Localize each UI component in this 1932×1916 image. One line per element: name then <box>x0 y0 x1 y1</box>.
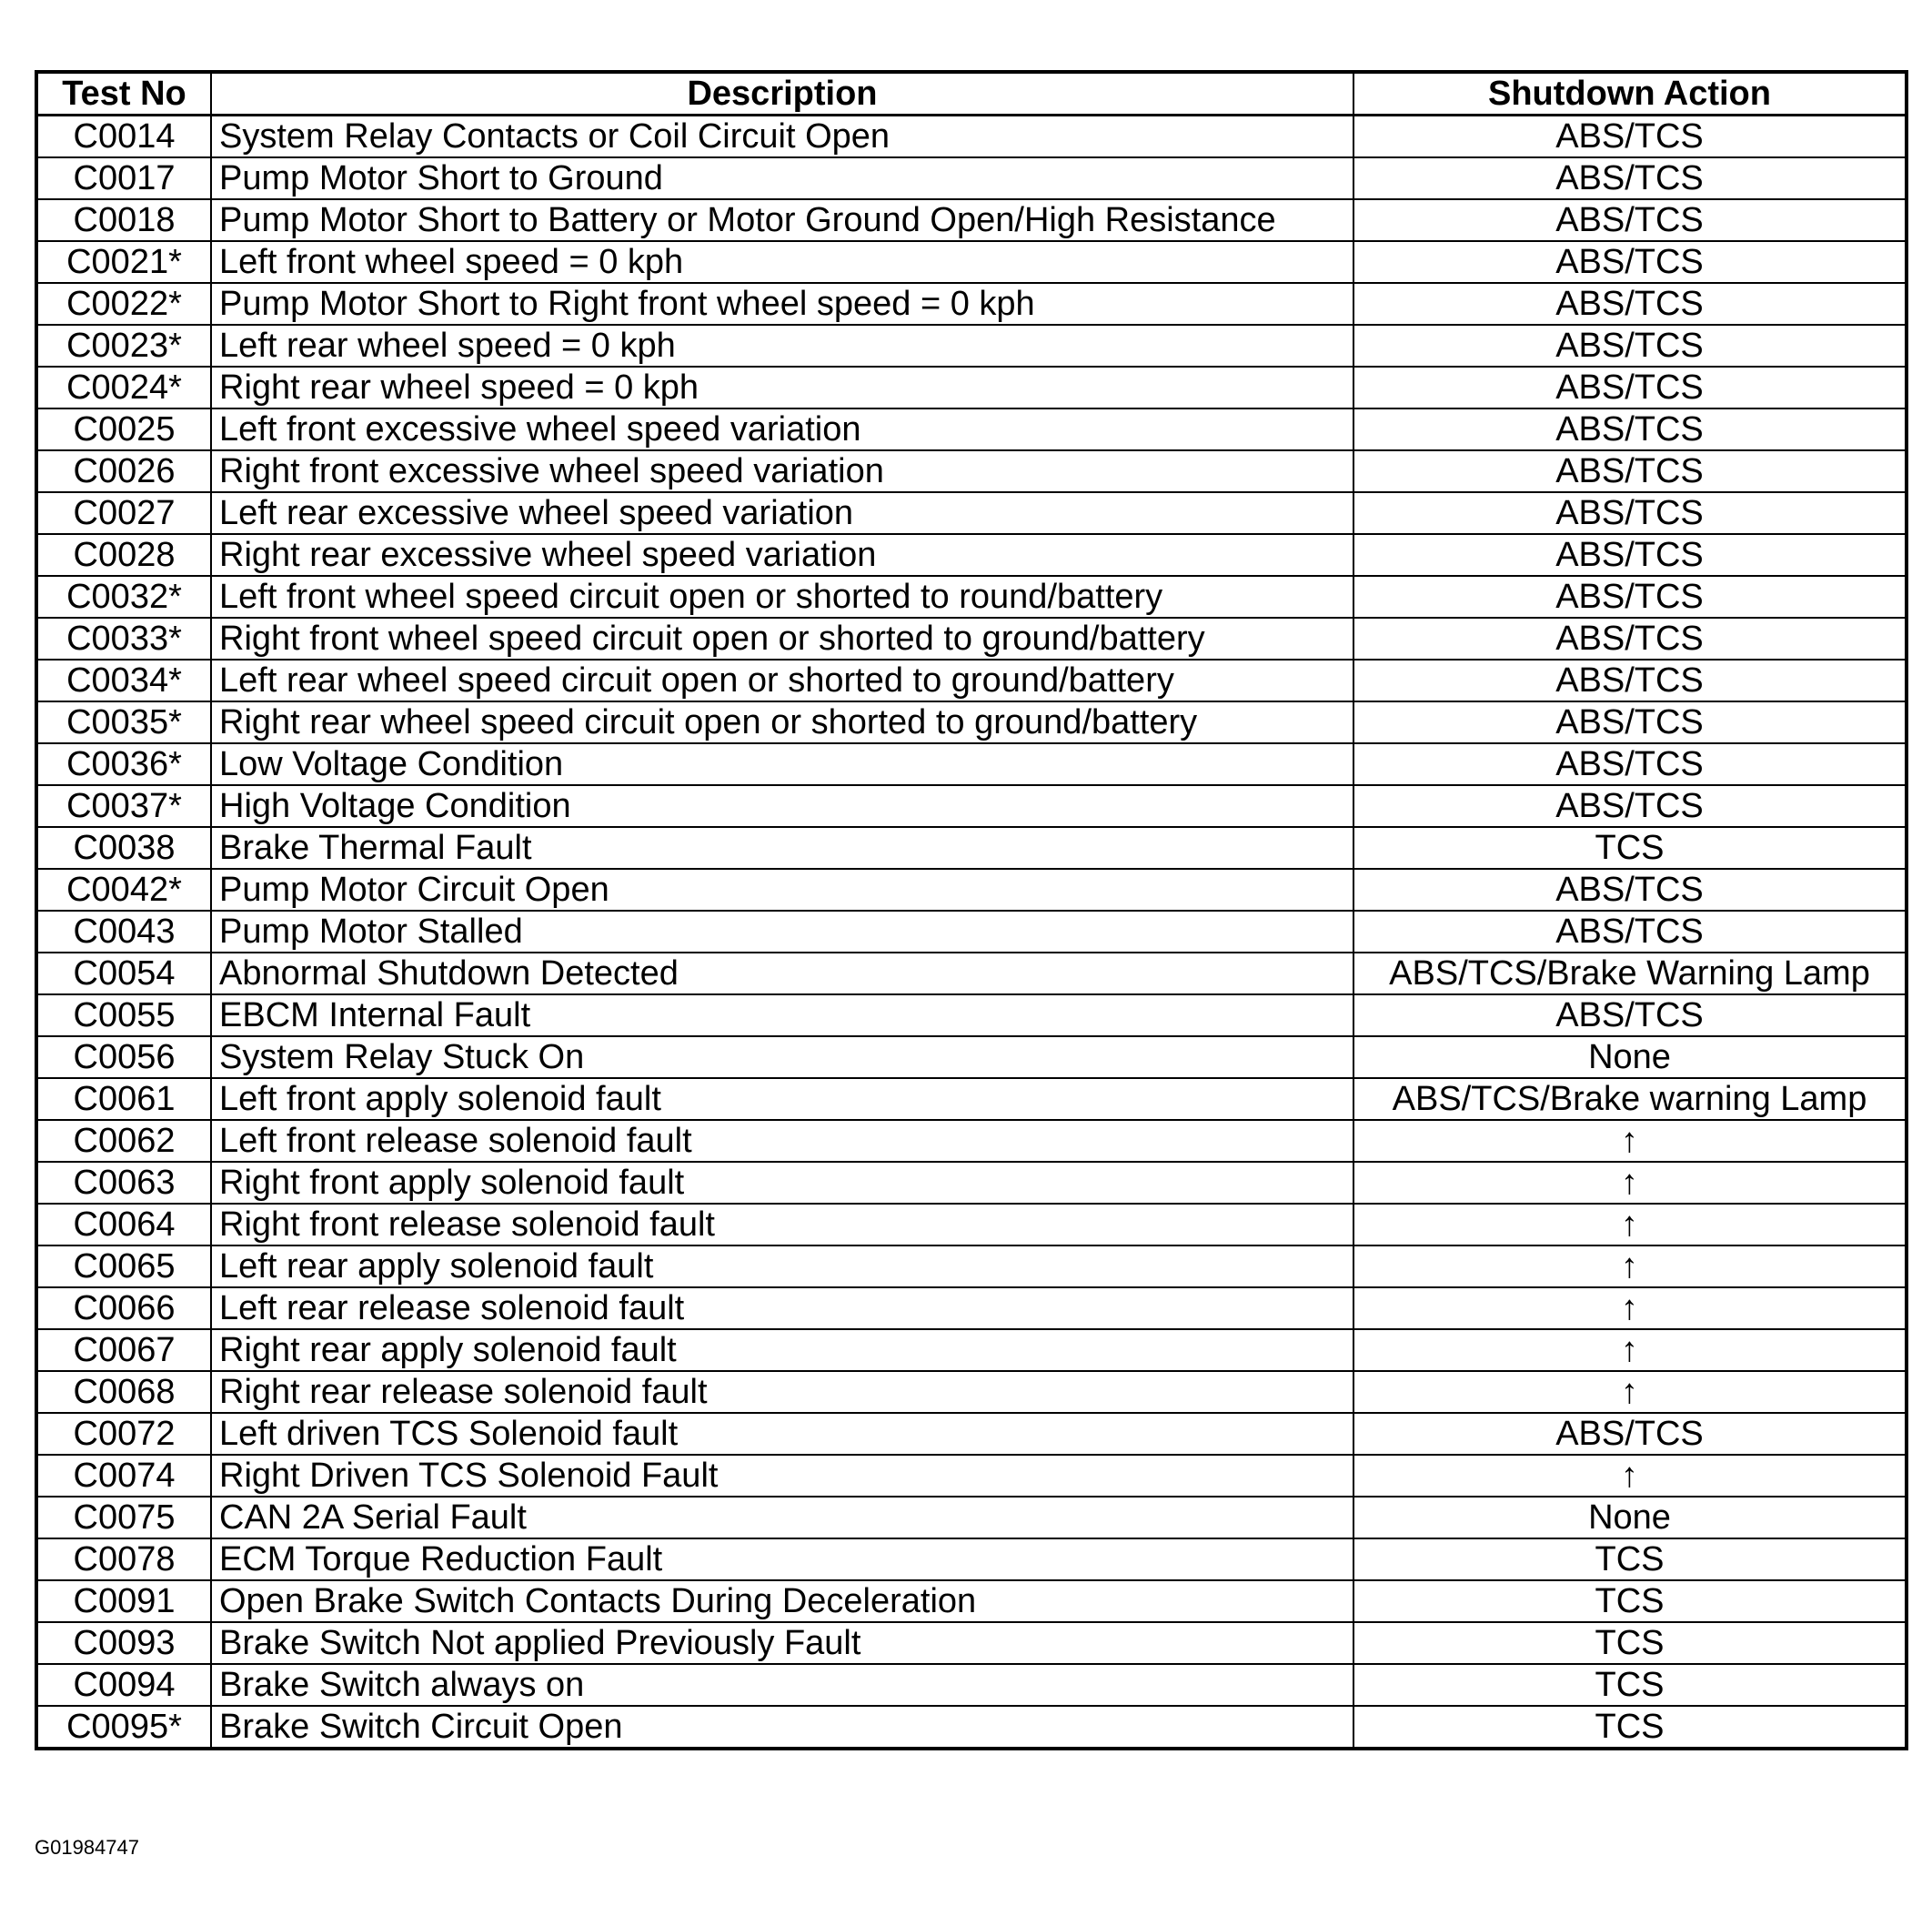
table-row <box>36 785 1907 827</box>
table-row <box>36 869 1907 911</box>
test-no-cell: C0035* <box>36 701 211 743</box>
shutdown-action-cell: ABS/TCS <box>1353 785 1907 827</box>
table-row <box>36 408 1907 450</box>
description-cell: Right rear wheel speed = 0 kph <box>211 367 1353 408</box>
description-cell: Right front apply solenoid fault <box>211 1162 1353 1204</box>
shutdown-action-cell: ABS/TCS <box>1353 492 1907 534</box>
test-no-cell: C0025 <box>36 408 211 450</box>
table-row <box>36 534 1907 576</box>
table-row <box>36 1580 1907 1622</box>
description-cell: Right rear apply solenoid fault <box>211 1329 1353 1371</box>
table-row <box>36 1497 1907 1538</box>
test-no-cell: C0033* <box>36 618 211 660</box>
test-no-cell: C0078 <box>36 1538 211 1580</box>
shutdown-action-cell: ABS/TCS <box>1353 367 1907 408</box>
header-row <box>36 72 1907 116</box>
table-row <box>36 367 1907 408</box>
shutdown-action-cell: ABS/TCS <box>1353 869 1907 911</box>
shutdown-action-cell: ABS/TCS <box>1353 660 1907 701</box>
description-cell: Left front release solenoid fault <box>211 1120 1353 1162</box>
test-no-cell: C0094 <box>36 1664 211 1706</box>
description-cell: Right front release solenoid fault <box>211 1204 1353 1245</box>
description-cell: Right Driven TCS Solenoid Fault <box>211 1455 1353 1497</box>
table-row <box>36 492 1907 534</box>
table-row <box>36 660 1907 701</box>
shutdown-action-cell: ABS/TCS <box>1353 325 1907 367</box>
shutdown-action-cell: ↑ <box>1353 1455 1907 1497</box>
table-row <box>36 1371 1907 1413</box>
shutdown-action-cell: ABS/TCS <box>1353 157 1907 199</box>
description-cell: Abnormal Shutdown Detected <box>211 953 1353 994</box>
description-cell: Pump Motor Stalled <box>211 911 1353 953</box>
description-cell: Right rear wheel speed circuit open or shorted to ground/battery <box>211 701 1353 743</box>
shutdown-action-cell: ↑ <box>1353 1162 1907 1204</box>
description-cell: ECM Torque Reduction Fault <box>211 1538 1353 1580</box>
description-cell: Brake Switch Not applied Previously Fault <box>211 1622 1353 1664</box>
description-cell: Pump Motor Short to Battery or Motor Ground Open/High Resistance <box>211 199 1353 241</box>
test-no-cell: C0043 <box>36 911 211 953</box>
shutdown-action-cell: ABS/TCS <box>1353 199 1907 241</box>
description-cell: Left front wheel speed = 0 kph <box>211 241 1353 283</box>
test-no-cell: C0024* <box>36 367 211 408</box>
test-no-cell: C0065 <box>36 1245 211 1287</box>
shutdown-action-cell: TCS <box>1353 1664 1907 1706</box>
shutdown-action-cell: ABS/TCS <box>1353 534 1907 576</box>
test-no-cell: C0028 <box>36 534 211 576</box>
test-no-cell: C0017 <box>36 157 211 199</box>
table-row <box>36 199 1907 241</box>
test-no-cell: C0023* <box>36 325 211 367</box>
table-row <box>36 1245 1907 1287</box>
test-no-cell: C0022* <box>36 283 211 325</box>
description-cell: Brake Thermal Fault <box>211 827 1353 869</box>
table-row <box>36 1706 1907 1749</box>
table-row <box>36 576 1907 618</box>
test-no-cell: C0061 <box>36 1078 211 1120</box>
shutdown-action-cell: ABS/TCS <box>1353 241 1907 283</box>
test-no-cell: C0055 <box>36 994 211 1036</box>
shutdown-action-cell: ↑ <box>1353 1371 1907 1413</box>
shutdown-action-cell: ABS/TCS/Brake warning Lamp <box>1353 1078 1907 1120</box>
table-row <box>36 911 1907 953</box>
shutdown-action-cell: ABS/TCS <box>1353 408 1907 450</box>
dtc-table-container <box>35 70 1905 1750</box>
description-cell: Right rear excessive wheel speed variation <box>211 534 1353 576</box>
table-row <box>36 743 1907 785</box>
shutdown-action-cell: ↑ <box>1353 1204 1907 1245</box>
table-row <box>36 618 1907 660</box>
description-cell: EBCM Internal Fault <box>211 994 1353 1036</box>
shutdown-action-cell: TCS <box>1353 827 1907 869</box>
header-shutdown-action: Shutdown Action <box>1353 72 1907 116</box>
table-header <box>36 72 1907 116</box>
shutdown-action-cell: TCS <box>1353 1706 1907 1749</box>
header-description: Description <box>211 72 1353 116</box>
table-row <box>36 1036 1907 1078</box>
test-no-cell: C0062 <box>36 1120 211 1162</box>
test-no-cell: C0095* <box>36 1706 211 1749</box>
table-row <box>36 827 1907 869</box>
description-cell: Pump Motor Circuit Open <box>211 869 1353 911</box>
description-cell: Left rear wheel speed = 0 kph <box>211 325 1353 367</box>
test-no-cell: C0042* <box>36 869 211 911</box>
description-cell: Left front apply solenoid fault <box>211 1078 1353 1120</box>
table-row <box>36 1538 1907 1580</box>
shutdown-action-cell: ↑ <box>1353 1287 1907 1329</box>
description-cell: Left front excessive wheel speed variation <box>211 408 1353 450</box>
description-cell: Low Voltage Condition <box>211 743 1353 785</box>
shutdown-action-cell: ABS/TCS <box>1353 283 1907 325</box>
table-row <box>36 1413 1907 1455</box>
table-row <box>36 325 1907 367</box>
description-cell: Left rear apply solenoid fault <box>211 1245 1353 1287</box>
table-row <box>36 241 1907 283</box>
shutdown-action-cell: ABS/TCS <box>1353 701 1907 743</box>
test-no-cell: C0036* <box>36 743 211 785</box>
shutdown-action-cell: ABS/TCS <box>1353 911 1907 953</box>
description-cell: Left rear release solenoid fault <box>211 1287 1353 1329</box>
description-cell: CAN 2A Serial Fault <box>211 1497 1353 1538</box>
description-cell: Pump Motor Short to Ground <box>211 157 1353 199</box>
shutdown-action-cell: None <box>1353 1036 1907 1078</box>
test-no-cell: C0054 <box>36 953 211 994</box>
test-no-cell: C0056 <box>36 1036 211 1078</box>
shutdown-action-cell: ABS/TCS <box>1353 743 1907 785</box>
table-row <box>36 116 1907 158</box>
description-cell: Open Brake Switch Contacts During Deceleration <box>211 1580 1353 1622</box>
test-no-cell: C0072 <box>36 1413 211 1455</box>
dtc-table <box>35 70 1908 1750</box>
table-row <box>36 1162 1907 1204</box>
table-row <box>36 1622 1907 1664</box>
test-no-cell: C0021* <box>36 241 211 283</box>
description-cell: Left rear excessive wheel speed variation <box>211 492 1353 534</box>
table-row <box>36 1664 1907 1706</box>
description-cell: Brake Switch always on <box>211 1664 1353 1706</box>
table-row <box>36 1287 1907 1329</box>
test-no-cell: C0063 <box>36 1162 211 1204</box>
test-no-cell: C0027 <box>36 492 211 534</box>
test-no-cell: C0064 <box>36 1204 211 1245</box>
table-row <box>36 953 1907 994</box>
shutdown-action-cell: TCS <box>1353 1580 1907 1622</box>
shutdown-action-cell: TCS <box>1353 1538 1907 1580</box>
shutdown-action-cell: TCS <box>1353 1622 1907 1664</box>
shutdown-action-cell: ABS/TCS <box>1353 1413 1907 1455</box>
test-no-cell: C0018 <box>36 199 211 241</box>
table-row <box>36 283 1907 325</box>
test-no-cell: C0093 <box>36 1622 211 1664</box>
shutdown-action-cell: ABS/TCS/Brake Warning Lamp <box>1353 953 1907 994</box>
test-no-cell: C0067 <box>36 1329 211 1371</box>
test-no-cell: C0066 <box>36 1287 211 1329</box>
description-cell: Brake Switch Circuit Open <box>211 1706 1353 1749</box>
description-cell: System Relay Contacts or Coil Circuit Open <box>211 116 1353 158</box>
table-row <box>36 450 1907 492</box>
shutdown-action-cell: ABS/TCS <box>1353 618 1907 660</box>
description-cell: Right front wheel speed circuit open or shorted to ground/battery <box>211 618 1353 660</box>
table-row <box>36 1455 1907 1497</box>
table-row <box>36 701 1907 743</box>
description-cell: Left front wheel speed circuit open or shorted to round/battery <box>211 576 1353 618</box>
test-no-cell: C0074 <box>36 1455 211 1497</box>
shutdown-action-cell: ABS/TCS <box>1353 116 1907 158</box>
test-no-cell: C0091 <box>36 1580 211 1622</box>
shutdown-action-cell: ABS/TCS <box>1353 576 1907 618</box>
shutdown-action-cell: ABS/TCS <box>1353 450 1907 492</box>
table-row <box>36 1329 1907 1371</box>
test-no-cell: C0032* <box>36 576 211 618</box>
table-row <box>36 1120 1907 1162</box>
description-cell: Right rear release solenoid fault <box>211 1371 1353 1413</box>
test-no-cell: C0014 <box>36 116 211 158</box>
description-cell: High Voltage Condition <box>211 785 1353 827</box>
test-no-cell: C0075 <box>36 1497 211 1538</box>
table-row <box>36 157 1907 199</box>
description-cell: Pump Motor Short to Right front wheel speed = 0 kph <box>211 283 1353 325</box>
test-no-cell: C0034* <box>36 660 211 701</box>
figure-id: G01984747 <box>35 1836 139 1859</box>
test-no-cell: C0038 <box>36 827 211 869</box>
description-cell: System Relay Stuck On <box>211 1036 1353 1078</box>
shutdown-action-cell: ↑ <box>1353 1245 1907 1287</box>
test-no-cell: C0037* <box>36 785 211 827</box>
test-no-cell: C0068 <box>36 1371 211 1413</box>
shutdown-action-cell: None <box>1353 1497 1907 1538</box>
shutdown-action-cell: ↑ <box>1353 1120 1907 1162</box>
test-no-cell: C0026 <box>36 450 211 492</box>
shutdown-action-cell: ABS/TCS <box>1353 994 1907 1036</box>
table-row <box>36 1078 1907 1120</box>
table-row <box>36 994 1907 1036</box>
table-body <box>36 116 1907 1750</box>
header-test-no: Test No <box>36 72 211 116</box>
description-cell: Left driven TCS Solenoid fault <box>211 1413 1353 1455</box>
description-cell: Right front excessive wheel speed variation <box>211 450 1353 492</box>
shutdown-action-cell: ↑ <box>1353 1329 1907 1371</box>
description-cell: Left rear wheel speed circuit open or shorted to ground/battery <box>211 660 1353 701</box>
table-row <box>36 1204 1907 1245</box>
